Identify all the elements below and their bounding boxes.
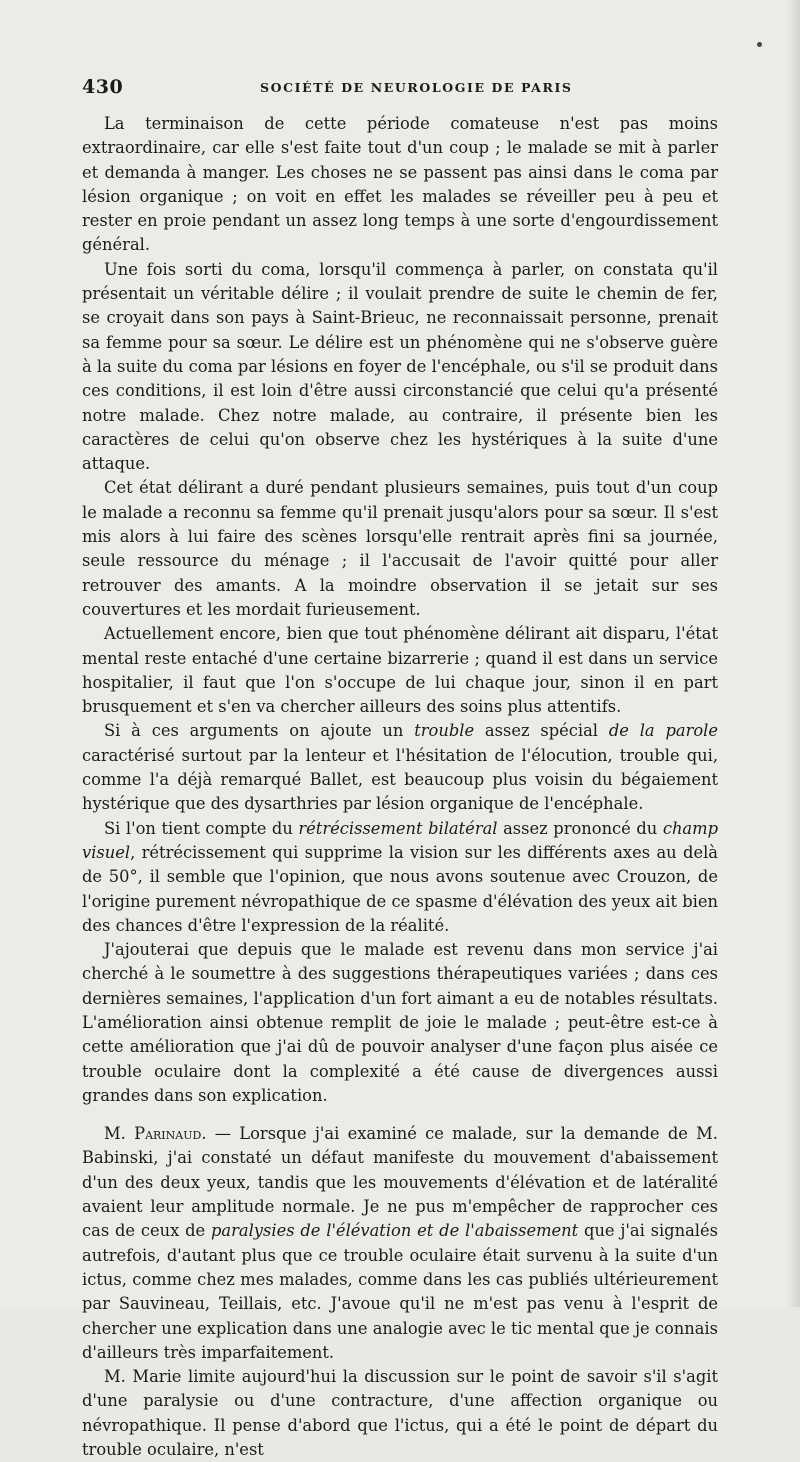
ink-speck: [757, 42, 762, 47]
paragraph-text: assez spécial: [474, 721, 609, 741]
paragraph-text: Une fois sorti du coma, lorsqu'il commença à parler, on constata qu'il présentait un véritable délire ; il voulait prendre de suite le chemin de fer, se croyait dans son pays à Saint-Brieuc, ne reconnaissait personne, prenait sa femme pour sa sœur. Le délire est un phénomène qui ne s'observe guère à la suite du coma par lésions en foyer de l'encéphale, ou s'il se produit dans ces conditions, il est loin d'être aussi circonstancié que celui qu'a présenté notre malade. Chez notre malade, au contraire, il présente bien les caractères de celui qu'on observe chez les hystériques à la suite d'une attaque.: [82, 259, 718, 474]
page-number: 430: [82, 76, 124, 98]
page-header: [82, 76, 718, 100]
paragraph-text: M.: [104, 1124, 135, 1144]
paragraph: [82, 1365, 718, 1462]
paragraph-text: M. Marie limite aujourd'hui la discussion sur le point de savoir s'il s'agit d'une paralysie ou d'une contracture, d'une affection organique ou névropathique. Il pense d'abord que l'ictus, qui a été le point de départ du trouble oculaire, n'est: [82, 1367, 718, 1460]
italic-text: de la parole: [608, 721, 718, 741]
paragraph: [82, 1122, 718, 1365]
paragraph-text: . — Lorsque j'ai examiné ce malade, sur la demande de M. Babinski, j'ai constaté un défaut manifeste du mouvement d'abaissement d'un des deux yeux, tandis que les mouvements d'élévation et de latéralité avaient leur amplitude normale. Je ne pus m'empêcher de rapprocher ces cas de ceux de: [82, 1124, 718, 1241]
paragraph: [82, 938, 718, 1108]
paragraph-text: , rétrécissement qui supprime la vision sur les différents axes au delà de 50°, il semble que l'opinion, que nous avons soutenue avec Crouzon, de l'origine purement névropathique de ce spasme d'élévation des yeux ait bien des chances d'être l'expression de la réalité.: [82, 842, 718, 935]
italic-text: paralysies de l'élévation et de l'abaissement: [210, 1221, 579, 1241]
paragraph-text: J'ajouterai que depuis que le malade est revenu dans mon service j'ai cherché à le soumettre à des suggestions thérapeutiques variées ; dans ces dernières semaines, l'application d'un fort aimant a eu de notables résultats. L'amélioration ainsi obtenue remplit de joie le malade ; peut-être est-ce à cette amélioration que j'ai dû de pouvoir analyser d'une façon plus aisée ce trouble oculaire dont la complexité a été cause de divergences aussi grandes dans son explication.: [82, 940, 718, 1105]
paragraph: [82, 719, 718, 816]
paragraph: [82, 112, 718, 258]
article-body: [82, 112, 718, 1462]
paragraph-text: Si l'on tient compte du: [104, 818, 299, 838]
paragraph: [82, 622, 718, 719]
speaker-name: Parinaud: [134, 1124, 202, 1144]
italic-text: champ visuel: [82, 818, 718, 862]
paragraph: [82, 476, 718, 622]
paragraph: [82, 817, 718, 938]
paragraph-text: que j'ai signalés autrefois, d'autant plus que ce trouble oculaire était survenu à la suite d'un ictus, comme chez mes malades, comme dans les cas publiés ultérieurement par Sauvineau, Teillais, etc. J'avoue qu'il ne m'est pas venu à l'esprit de chercher une explication dans une analogie avec le tic mental que je connais d'ailleurs très imparfaitement.: [82, 1221, 718, 1362]
paragraph: [82, 258, 718, 477]
paragraph-text: assez prononcé du: [497, 818, 663, 838]
paragraph-text: Cet état délirant a duré pendant plusieurs semaines, puis tout d'un coup le malade a reconnu sa femme qu'il prenait jusqu'alors pour sa sœur. Il s'est mis alors à lui faire des scènes lorsqu'elle rentrait après fini sa journée, seule ressource du ménage ; il l'accusait de l'avoir quitté pour aller retrouver des amants. A la moindre observation il se jetait sur ses couvertures et les mordait furieusement.: [82, 478, 718, 619]
italic-text: trouble: [414, 721, 475, 741]
paragraph-gap: [82, 1108, 718, 1122]
paragraph-text: Actuellement encore, bien que tout phénomène délirant ait disparu, l'état mental reste entaché d'une certaine bizarrerie ; quand il est dans un service hospitalier, il faut que l'on s'occupe de lui chaque jour, sinon il en part brusquement et s'en va chercher ailleurs des soins plus attentifs.: [82, 624, 718, 717]
paragraph-text: Si à ces arguments on ajoute un: [104, 721, 415, 741]
page-edge-shadow: [786, 0, 800, 1307]
italic-text: rétrécissement bilatéral: [298, 818, 498, 838]
paragraph-text: caractérisé surtout par la lenteur et l'hésitation de l'élocution, trouble qui, comme l'a déjà remarqué Ballet, est beaucoup plus voisin du bégaiement hystérique que des dysarthries par lésion organique de l'encéphale.: [82, 745, 718, 814]
running-title: SOCIÉTÉ DE NEUROLOGIE DE PARIS: [260, 80, 573, 95]
paragraph-text: La terminaison de cette période comateuse n'est pas moins extraordinaire, car elle s'est faite tout d'un coup ; le malade se mit à parler et demanda à manger. Les choses ne se passent pas ainsi dans le coma par lésion organique ; on voit en effet les malades se réveiller peu à peu et rester en proie pendant un assez long temps à une sorte d'engourdissement général.: [82, 114, 718, 255]
